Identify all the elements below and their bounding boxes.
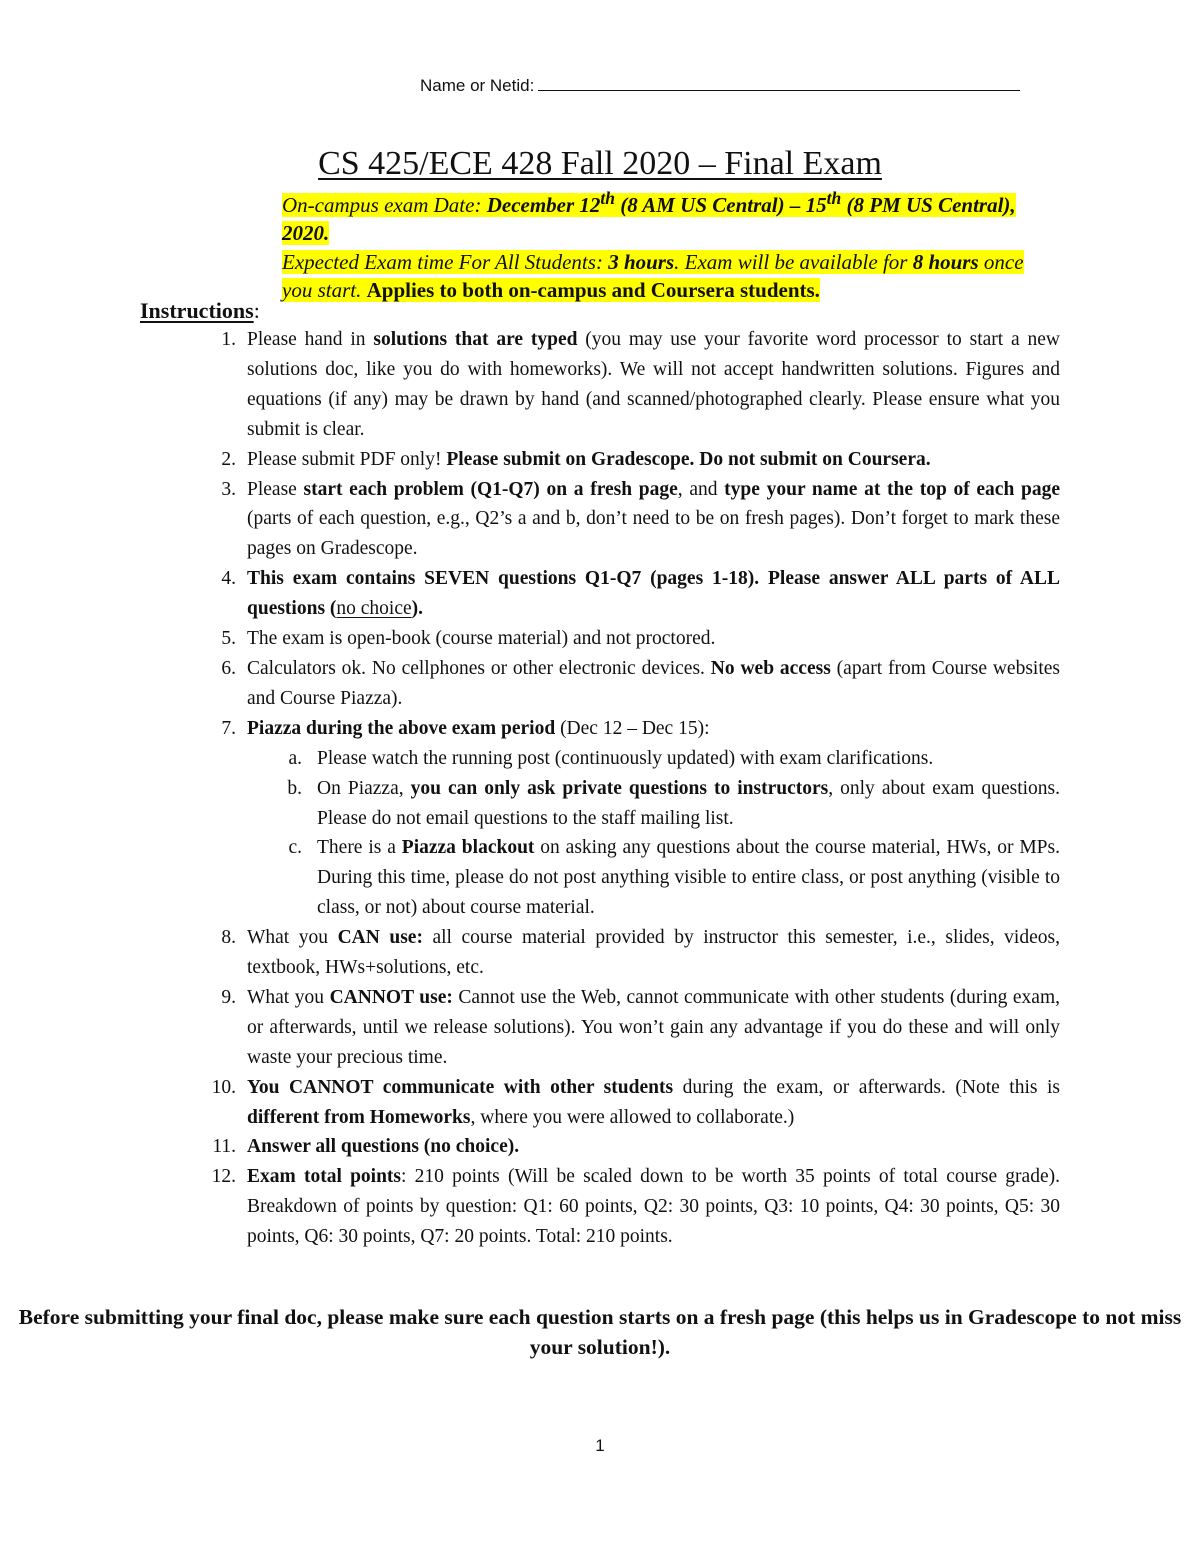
list-item: 12. Exam total points: 210 points (Will be scaled down to be worth 35 points of total course grade). Breakdown of points by question: Q1: 60 points, Q2: 30 points, Q3: 10 points, Q4: 30 points, Q5: 30 points, Q6: 30 points, Q7: 20 points. Total: 210 points.	[211, 1166, 1060, 1248]
list-item: 3. Please start each problem (Q1-Q7) on a fresh page, and type your name at the top of each page (parts of each question, e.g., Q2’s a and b, don’t need to be on fresh pages). Don’t forget to mark these pages on Gradescope.	[221, 478, 1060, 560]
page-number: 1	[595, 1436, 605, 1455]
list-item: 6. Calculators ok. No cellphones or other electronic devices. No web access (apart from Course websites and Course Piazza).	[221, 657, 1061, 709]
list-item: 1. Please hand in solutions that are typed (you may use your favorite word processor to start a new solutions doc, like you do with homeworks). We will not accept handwritten solutions. Figures and equations (if any) may be drawn by hand (and scanned/photographed clearly. Please ensure what you submit is clear.	[221, 329, 1060, 440]
exam-info-block	[282, 184, 1042, 305]
list-item: 7. Piazza during the above exam period (Dec 12 – Dec 15):	[221, 717, 710, 739]
sub-list-item: b. On Piazza, you can only ask private questions to instructors, only about exam questions. Please do not email questions to the staff mailing list.	[287, 777, 1060, 829]
submission-reminder: Before submitting your final doc, please make sure each question starts on a fresh page (this helps us in Gradescope to not miss your solution!).	[18, 1305, 1182, 1359]
exam-title	[0, 142, 1200, 186]
list-item: 8. What you CAN use: all course material provided by instructor this semester, i.e., slides, videos, textbook, HWs+solutions, etc.	[221, 927, 1060, 979]
list-item: 10. You CANNOT communicate with other students during the exam, or afterwards. (Note this is different from Homeworks, where you were allowed to collaborate.)	[211, 1076, 1060, 1128]
sub-list-item: c. There is a Piazza blackout on asking any questions about the course material, HWs, or MPs. During this time, please do not post anything visible to entire class, or post anything (visible to class, or not) about course material.	[288, 837, 1060, 919]
instructions-heading: Instructions:	[140, 298, 260, 323]
sub-list-item: a. Please watch the running post (continuously updated) with exam clarifications.	[288, 747, 934, 769]
name-netid-blank	[538, 74, 1020, 91]
list-item: 5. The exam is open-book (course material) and not proctored.	[221, 628, 716, 650]
list-item: 9. What you CANNOT use: Cannot use the Web, cannot communicate with other students (during exam, or afterwards, until we release solutions). You won’t gain any advantage if you do these and will only waste your precious time.	[221, 986, 1060, 1068]
name-netid-line	[420, 74, 1020, 98]
instructions-list	[0, 325, 1200, 1252]
exam-time-line: Expected Exam time For All Students: 3 hours. Exam will be available for 8 hours once you start. Applies to both on-campus and Coursera students.	[282, 249, 1024, 303]
list-item: 4. This exam contains SEVEN questions Q1-Q7 (pages 1-18). Please answer ALL parts of ALL questions (no choice).	[221, 568, 1060, 620]
list-item: 2. Please submit PDF only! Please submit on Gradescope. Do not submit on Coursera.	[221, 448, 931, 470]
list-item: 11. Answer all questions (no choice).	[212, 1136, 520, 1158]
name-netid-label: Name or Netid:	[420, 76, 535, 95]
exam-date-line: On-campus exam Date: December 12th (8 AM US Central) – 15th (8 PM US Central), 2020.	[282, 188, 1016, 246]
exam-title-text: CS 425/ECE 428 Fall 2020 – Final Exam	[318, 145, 882, 182]
